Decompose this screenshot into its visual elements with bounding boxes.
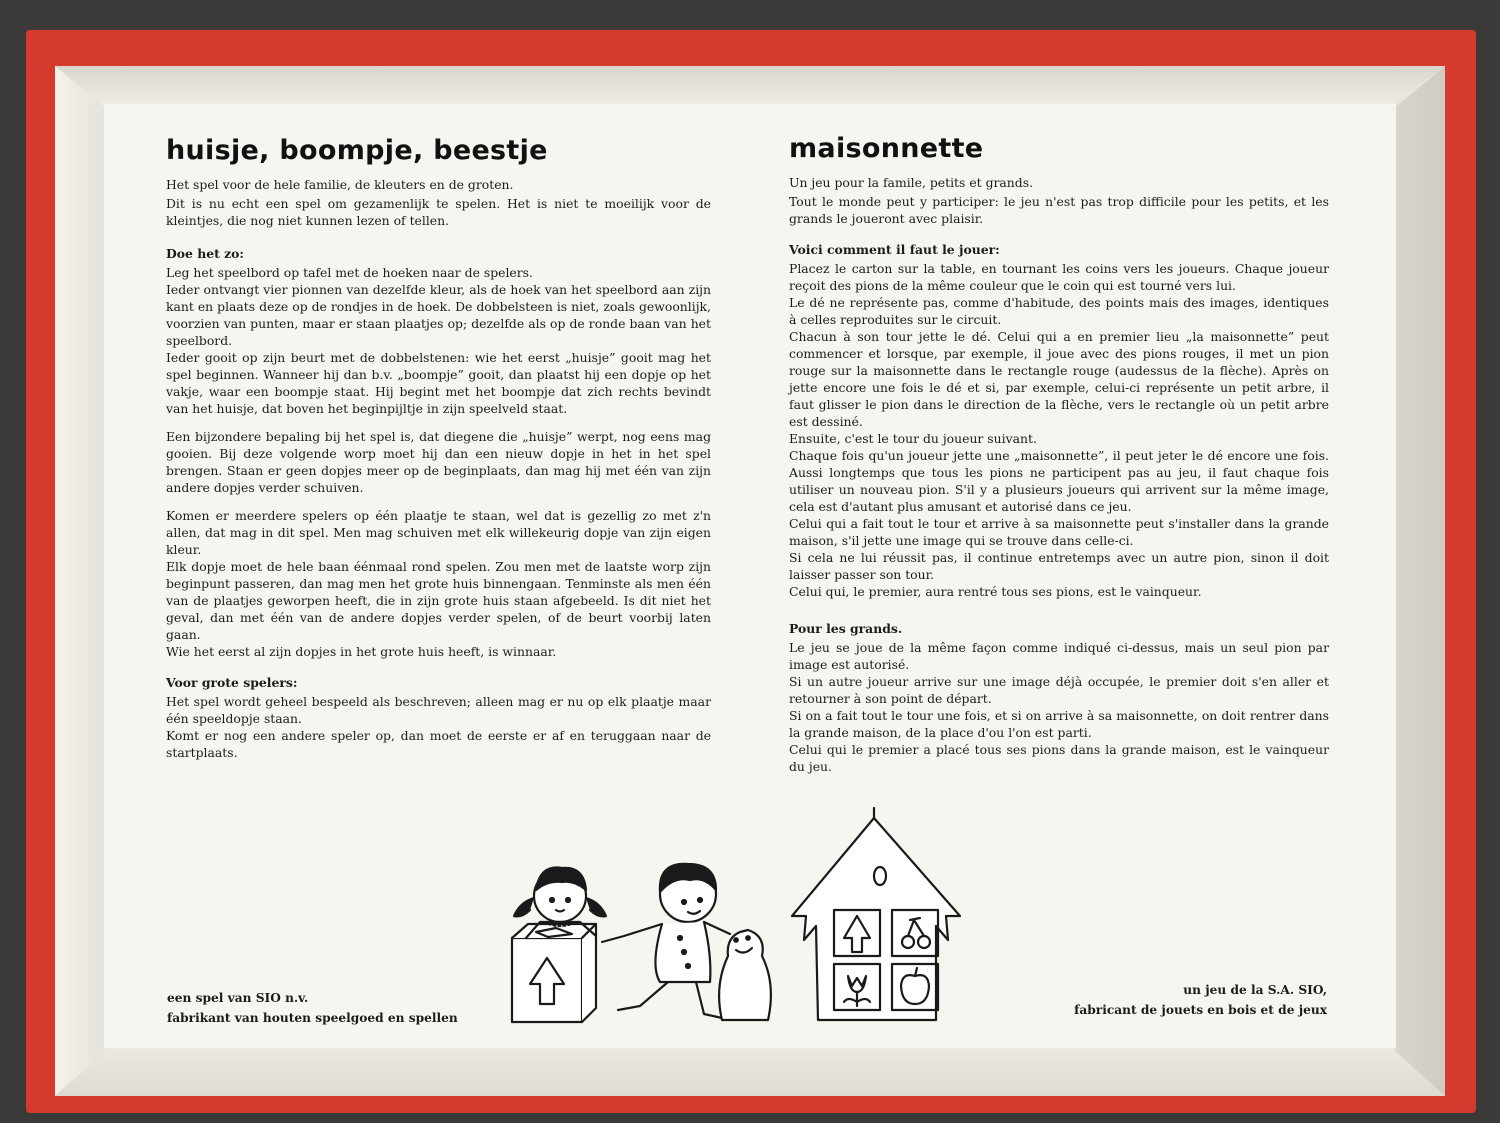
dutch-title: huisje, boompje, beestje xyxy=(166,135,548,166)
dutch-intro-2: Dit is nu echt een spel om gezamenlijk te spelen. Het is niet te moeilijk voor de kleintjes, die nog niet kunnen lezen of tellen. xyxy=(166,196,711,228)
boy-figure xyxy=(602,864,730,1018)
dutch-paragraph: Wie het eerst al zijn dopjes in het grote huis heeft, is winnaar. xyxy=(166,644,557,659)
french-paragraph: Celui qui a fait tout le tour et arrive à sa maisonnette peut s'installer dans la grande maison, s'il jette une image qui se trouve dans celle-ci. xyxy=(789,516,1329,548)
illustration xyxy=(500,806,990,1031)
french-paragraph: Si on a fait tout le tour une fois, et si on arrive à sa maisonnette, on doit rentrer dans la grande maison, de la place d'ou l'on est parti. xyxy=(789,708,1329,740)
box-wall-bottom xyxy=(55,1046,1445,1096)
french-footer-line-2: fabricant de jouets en bois et de jeux xyxy=(1074,1003,1327,1017)
dice-icon xyxy=(512,924,596,1022)
french-paragraph: Celui qui, le premier, aura rentré tous ses pions, est le vainqueur. xyxy=(789,584,1202,599)
dutch-paragraph: Een bijzondere bepaling bij het spel is, dat diegene die „huisje” werpt, nog eens mag gooien. Bij deze volgende worp moet hij dan een nieuw dopje in het in het spel brengen. Staan er geen dopjes meer op de beginplaats, dan mag hij met één van zijn andere dopjes verder schuiven. xyxy=(166,429,711,495)
box-wall-top xyxy=(55,66,1445,106)
french-column xyxy=(789,130,1329,775)
french-paragraph: Le jeu se joue de la même façon comme indiqué ci-dessus, mais un seul pion par image est autorisé. xyxy=(789,640,1329,672)
dutch-column xyxy=(166,132,711,761)
box-wall-right xyxy=(1395,66,1445,1096)
french-intro-1: Un jeu pour la famile, petits et grands. xyxy=(789,175,1034,190)
french-footer-line-1: un jeu de la S.A. SIO, xyxy=(1183,983,1327,997)
french-paragraph: Chaque fois qu'un joueur jette une „maisonnette”, il peut jeter le dé encore une fois. Aussi longtemps que tous les pions ne participent pas au jeu, il faut chaque fois utiliser un nouveau pion. S'il y a plusieurs joueurs qui arrivent sur la même image, cela est d'autant plus amusant et autorisé dans ce jeu. xyxy=(789,448,1329,514)
dutch-paragraph: Komen er meerdere spelers op één plaatje te staan, wel dat is gezellig zo met z'n allen, dat mag in dit spel. Men mag schuiven met elk willekeurig dopje van zijn eigen kleur. xyxy=(166,508,711,557)
dutch-paragraph: Elk dopje moet de hele baan éénmaal rond spelen. Zou men met de laatste worp zijn beginpunt passeren, dan mag men het grote huis binnengaan. Tenminste als men één van de plaatjes geworpen heeft, die in zijn grote huis staan afgebeeld. Is dit niet het geval, dan met één van de andere dopjes verder spelen, of de beurt voorbij laten gaan. xyxy=(166,559,711,642)
french-heading-big: Pour les grands. xyxy=(789,621,903,636)
dutch-heading-big: Voor grote spelers: xyxy=(166,675,298,690)
dutch-paragraph: Het spel wordt geheel bespeeld als beschreven; alleen mag er nu op elk plaatje maar één speeldopje staan. xyxy=(166,694,711,726)
french-title: maisonnette xyxy=(789,133,984,164)
french-paragraph: Placez le carton sur la table, en tournant les coins vers les joueurs. Chaque joueur reçoit des pions de la même couleur que le coin qui est tourné vers lui. xyxy=(789,261,1329,293)
house-icon xyxy=(792,808,960,1020)
dutch-paragraph: Leg het speelbord op tafel met de hoeken naar de spelers. xyxy=(166,265,533,280)
dutch-footer-line-1: een spel van SIO n.v. xyxy=(167,991,309,1005)
pawn-icon xyxy=(719,930,771,1020)
dutch-footer xyxy=(167,988,458,1028)
dutch-intro-1: Het spel voor de hele familie, de kleuters en de groten. xyxy=(166,177,514,192)
french-heading-how: Voici comment il faut le jouer: xyxy=(789,242,1000,257)
dutch-paragraph: Komt er nog een andere speler op, dan moet de eerste er af en teruggaan naar de startplaats. xyxy=(166,728,711,760)
dutch-paragraph: Ieder ontvangt vier pionnen van dezelfde kleur, als de hoek van het speelbord aan zijn kant en plaats deze op de rondjes in de hoek. De dobbelsteen is niet, zoals gewoonlijk, voorzien van punten, maar er staan plaatjes op; dezelfde als op de ronde baan van het speelbord. xyxy=(166,282,711,348)
french-paragraph: Ensuite, c'est le tour du joueur suivant. xyxy=(789,431,1037,446)
french-paragraph: Le dé ne représente pas, comme d'habitude, des points mais des images, identiques à celles reproduites sur le circuit. xyxy=(789,295,1329,327)
dutch-paragraph: Ieder gooit op zijn beurt met de dobbelstenen: wie het eerst „huisje” gooit mag het spel beginnen. Wanneer hij dan b.v. „boompje” gooit, dan plaatst hij een dopje op het vakje, waar een boompje staat. Hij begint met het boompje dat zich rechts bevindt van het huisje, dat boven het beginpijltje in zijn speelveld staat. xyxy=(166,350,711,416)
french-footer xyxy=(1060,980,1327,1020)
dutch-footer-line-2: fabrikant van houten speelgoed en spellen xyxy=(167,1011,458,1025)
box-wall-left xyxy=(55,66,105,1096)
french-intro-2: Tout le monde peut y participer: le jeu n'est pas trop difficile pour les petits, et les grands le joueront avec plaisir. xyxy=(789,194,1329,226)
dutch-heading-how: Doe het zo: xyxy=(166,246,245,261)
french-paragraph: Celui qui le premier a placé tous ses pions dans la grande maison, est le vainqueur du jeu. xyxy=(789,742,1329,774)
french-paragraph: Si un autre joueur arrive sur une image déjà occupée, le premier doit s'en aller et retourner à son point de départ. xyxy=(789,674,1329,706)
french-paragraph: Si cela ne lui réussit pas, il continue entretemps avec un autre pion, sinon il doit laisser passer son tour. xyxy=(789,550,1329,582)
french-paragraph: Chacun à son tour jette le dé. Celui qui a en premier lieu „la maisonnette” peut commencer et lorsque, par exemple, il joue avec des pions rouges, il met un pion rouge sur la maisonnette dans le rectangle rouge (audessus de la flèche). Après on jette encore une fois le dé et si, par exemple, celui-ci représente un petit arbre, il faut glisser le pion dans le direction de la flèche, vers le rectangle où un petit arbre est dessiné. xyxy=(789,329,1329,429)
